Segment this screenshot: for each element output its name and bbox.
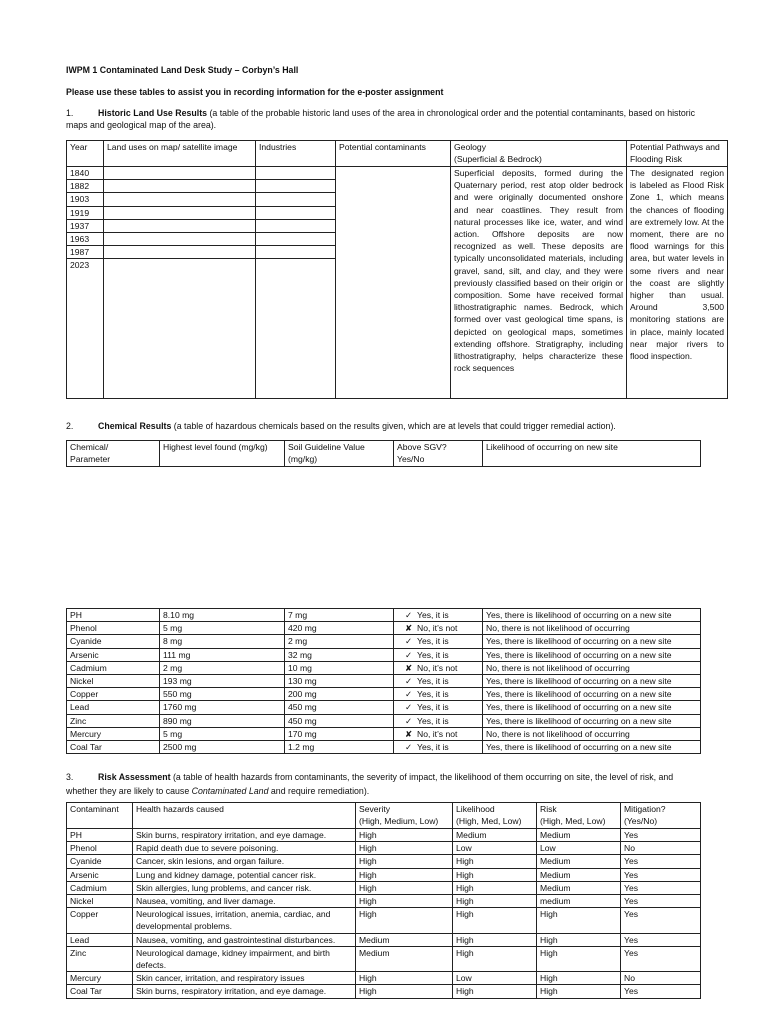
check-icon: ✓ — [405, 689, 413, 700]
soil-guideline-cell: 1.2 mg — [285, 741, 394, 754]
section2-heading: Chemical Results — [98, 421, 172, 431]
likelihood-cell: Yes, there is likelihood of occurring on a new site — [483, 741, 701, 754]
year-cell: 1882 — [67, 180, 103, 193]
above-sgv-text: Yes, it is — [417, 715, 449, 726]
year-list — [67, 167, 104, 399]
chemical-cell: Nickel — [67, 675, 160, 688]
risk-cell: Medium — [537, 868, 621, 881]
column-header: Severity (High, Medium, Low) — [356, 803, 453, 829]
above-sgv-text: Yes, it is — [417, 676, 449, 687]
soil-guideline-cell: 10 mg — [285, 661, 394, 674]
section2-number: 2. — [66, 421, 74, 431]
table-row — [67, 741, 701, 754]
highest-level-cell: 890 mg — [160, 714, 285, 727]
likelihood-cell: Yes, there is likelihood of occurring on a new site — [483, 714, 701, 727]
year-cell: 1937 — [67, 220, 103, 233]
chemical-cell: Lead — [67, 701, 160, 714]
column-header: Health hazards caused — [133, 803, 356, 829]
severity-cell: High — [356, 855, 453, 868]
year-cell: 2023 — [70, 260, 90, 271]
section1-intro — [66, 108, 706, 131]
mitigation-cell: Yes — [621, 985, 701, 998]
above-sgv-text: Yes, it is — [417, 742, 449, 753]
above-sgv-cell — [394, 688, 483, 701]
chemical-cell: Phenol — [67, 622, 160, 635]
risk-cell: medium — [537, 895, 621, 908]
contaminant-cell: Phenol — [67, 842, 133, 855]
potential-contaminants-cell — [336, 167, 451, 399]
column-header: Industries — [256, 141, 336, 167]
table-row — [67, 842, 701, 855]
chemical-results-table — [66, 608, 701, 754]
soil-guideline-cell: 450 mg — [285, 701, 394, 714]
likelihood-cell: No, there is not likelihood of occurring — [483, 727, 701, 740]
likelihood-cell: Low — [453, 842, 537, 855]
mitigation-cell: Yes — [621, 881, 701, 894]
above-sgv-text: Yes, it is — [417, 636, 449, 647]
risk-cell: High — [537, 933, 621, 946]
section3-description-emphasis: Contaminated Land — [191, 786, 269, 796]
chemical-cell: Coal Tar — [67, 741, 160, 754]
column-header: Likelihood (High, Med, Low) — [453, 803, 537, 829]
table-row — [67, 933, 701, 946]
highest-level-cell: 8.10 mg — [160, 609, 285, 622]
contaminant-cell: Cadmium — [67, 881, 133, 894]
column-header: Soil Guideline Value (mg/kg) — [285, 441, 394, 467]
above-sgv-cell — [394, 648, 483, 661]
likelihood-cell: High — [453, 881, 537, 894]
soil-guideline-cell: 2 mg — [285, 635, 394, 648]
table-row — [67, 635, 701, 648]
column-header: Year — [67, 141, 104, 167]
contaminant-cell: Lead — [67, 933, 133, 946]
soil-guideline-cell: 32 mg — [285, 648, 394, 661]
health-hazard-cell: Skin burns, respiratory irritation, and eye damage. — [133, 829, 356, 842]
chemical-cell: Arsenic — [67, 648, 160, 661]
table-body-row — [67, 167, 728, 399]
section1-description: (a table of the probable historic land uses of the area in chronological order and the potential contaminants, based on historic maps and geological map of the area). — [66, 108, 696, 130]
severity-cell: Medium — [356, 933, 453, 946]
table-row — [67, 908, 701, 933]
section3-description: (a table of health hazards from contaminants, the severity of impact, the likelihood of them occurring on site, the level of risk, and whether they are likely to cause — [66, 772, 674, 796]
geology-cell: Superficial deposits, formed during the Quaternary period, rest atop older bedrock and were originally documented onshore and near coastlines. They result from natural processes like ice, water, and wind action. Offshore deposits are now recognized as well. These deposits are typically unconsolidated materials, including gravel, sand, silt, and clay, and they were previously classified based on their origin or composition. Some have received formal lithostratigraphic names. Bedrock, which formed over vast geological time spans, is depicted on geological maps, sometimes extending offshore. Stratigraphy, including lithostratigraphy, helps characterize these rock sequences — [451, 167, 627, 399]
contaminant-cell: Coal Tar — [67, 985, 133, 998]
above-sgv-cell — [394, 741, 483, 754]
above-sgv-text: No, it’s not — [417, 728, 458, 739]
check-icon: ✓ — [405, 636, 413, 647]
document-subtitle: Please use these tables to assist you in recording information for the e-poster assignment — [66, 87, 444, 97]
cross-icon: ✘ — [405, 728, 413, 739]
health-hazard-cell: Neurological issues, irritation, anemia, cardiac, and developmental problems. — [133, 908, 356, 933]
health-hazard-cell: Lung and kidney damage, potential cancer risk. — [133, 868, 356, 881]
column-header: Potential contaminants — [336, 141, 451, 167]
check-icon: ✓ — [405, 702, 413, 713]
highest-level-cell: 2500 mg — [160, 741, 285, 754]
chemical-header-table — [66, 440, 701, 467]
health-hazard-cell: Neurological damage, kidney impairment, and birth defects. — [133, 946, 356, 971]
likelihood-cell: No, there is not likelihood of occurring — [483, 622, 701, 635]
column-header: Highest level found (mg/kg) — [160, 441, 285, 467]
above-sgv-cell — [394, 714, 483, 727]
highest-level-cell: 111 mg — [160, 648, 285, 661]
severity-cell: High — [356, 985, 453, 998]
above-sgv-text: Yes, it is — [417, 702, 449, 713]
year-cell: 1987 — [67, 246, 103, 259]
mitigation-cell: No — [621, 842, 701, 855]
likelihood-cell: Medium — [453, 829, 537, 842]
check-icon: ✓ — [405, 742, 413, 753]
risk-cell: Low — [537, 842, 621, 855]
likelihood-cell: High — [453, 895, 537, 908]
contaminant-cell: PH — [67, 829, 133, 842]
likelihood-cell: Yes, there is likelihood of occurring on a new site — [483, 609, 701, 622]
table-row — [67, 688, 701, 701]
table-header-row — [67, 803, 701, 829]
risk-cell: High — [537, 908, 621, 933]
severity-cell: High — [356, 895, 453, 908]
soil-guideline-cell: 450 mg — [285, 714, 394, 727]
risk-cell: High — [537, 972, 621, 985]
section3-heading: Risk Assessment — [98, 772, 171, 782]
likelihood-cell: High — [453, 868, 537, 881]
risk-cell: Medium — [537, 855, 621, 868]
column-header: Geology (Superficial & Bedrock) — [451, 141, 627, 167]
industries-cells — [256, 167, 336, 399]
flooding-risk-cell: The designated region is labeled as Flood Risk Zone 1, which means the chances of flooding are extremely low. At the moment, there are no flood warnings for this area, but water levels in some rivers and near the coast are slightly higher than usual. Around 3,500 monitoring stations are in place, mainly located near major rivers to flood inspection. — [627, 167, 728, 399]
above-sgv-text: Yes, it is — [417, 610, 449, 620]
chemical-cell: Cadmium — [67, 661, 160, 674]
mitigation-cell: Yes — [621, 946, 701, 971]
contaminant-cell: Zinc — [67, 946, 133, 971]
column-header: Mitigation? (Yes/No) — [621, 803, 701, 829]
above-sgv-cell — [394, 635, 483, 648]
risk-cell: High — [537, 946, 621, 971]
likelihood-cell: High — [453, 855, 537, 868]
chemical-cell: Copper — [67, 688, 160, 701]
soil-guideline-cell: 200 mg — [285, 688, 394, 701]
mitigation-cell: Yes — [621, 855, 701, 868]
highest-level-cell: 5 mg — [160, 622, 285, 635]
soil-guideline-cell: 170 mg — [285, 727, 394, 740]
chemical-cell: Cyanide — [67, 635, 160, 648]
health-hazard-cell: Skin burns, respiratory irritation, and eye damage. — [133, 985, 356, 998]
year-cell: 1919 — [67, 207, 103, 220]
risk-cell: Medium — [537, 829, 621, 842]
contaminant-cell: Nickel — [67, 895, 133, 908]
mitigation-cell: Yes — [621, 829, 701, 842]
table-row — [67, 727, 701, 740]
likelihood-cell: No, there is not likelihood of occurring — [483, 661, 701, 674]
contaminant-cell: Cyanide — [67, 855, 133, 868]
above-sgv-cell — [394, 661, 483, 674]
mitigation-cell: Yes — [621, 933, 701, 946]
table-row — [67, 701, 701, 714]
check-icon: ✓ — [405, 649, 413, 660]
land-use-cells — [104, 167, 256, 399]
risk-cell: Medium — [537, 881, 621, 894]
section2-intro — [66, 421, 706, 433]
check-icon: ✓ — [405, 715, 413, 726]
chemical-cell: PH — [67, 609, 160, 622]
above-sgv-cell — [394, 727, 483, 740]
column-header: Risk (High, Med, Low) — [537, 803, 621, 829]
table-row — [67, 661, 701, 674]
column-header: Land uses on map/ satellite image — [104, 141, 256, 167]
table-row — [67, 714, 701, 727]
year-cell: 1840 — [67, 167, 103, 180]
severity-cell: High — [356, 842, 453, 855]
table-row — [67, 868, 701, 881]
table-row — [67, 855, 701, 868]
likelihood-cell: High — [453, 985, 537, 998]
soil-guideline-cell: 130 mg — [285, 675, 394, 688]
risk-cell: High — [537, 985, 621, 998]
table-header-row — [67, 141, 728, 167]
historic-land-use-table — [66, 140, 728, 399]
section3-intro — [66, 770, 706, 798]
mitigation-cell: Yes — [621, 868, 701, 881]
likelihood-cell: Yes, there is likelihood of occurring on a new site — [483, 648, 701, 661]
section3-number: 3. — [66, 772, 74, 782]
above-sgv-cell — [394, 622, 483, 635]
above-sgv-cell — [394, 701, 483, 714]
cross-icon: ✘ — [405, 662, 413, 673]
health-hazard-cell: Nausea, vomiting, and liver damage. — [133, 895, 356, 908]
contaminant-cell: Arsenic — [67, 868, 133, 881]
table-row — [67, 985, 701, 998]
likelihood-cell: High — [453, 933, 537, 946]
column-header: Contaminant — [67, 803, 133, 829]
above-sgv-text: Yes, it is — [417, 649, 449, 660]
soil-guideline-cell: 420 mg — [285, 622, 394, 635]
table-row — [67, 648, 701, 661]
section1-number: 1. — [66, 108, 74, 118]
document-title: IWPM 1 Contaminated Land Desk Study – Corbyn’s Hall — [66, 65, 299, 75]
mitigation-cell: Yes — [621, 895, 701, 908]
section1-heading: Historic Land Use Results — [98, 108, 208, 118]
above-sgv-text: No, it’s not — [417, 623, 458, 634]
table-row — [67, 675, 701, 688]
chemical-cell: Zinc — [67, 714, 160, 727]
highest-level-cell: 1760 mg — [160, 701, 285, 714]
table-header-row — [67, 441, 701, 467]
table-row — [67, 609, 701, 622]
column-header: Potential Pathways and Flooding Risk — [627, 141, 728, 167]
section3-description-end: and require remediation). — [268, 786, 370, 796]
check-icon: ✓ — [405, 610, 413, 620]
column-header: Above SGV? Yes/No — [394, 441, 483, 467]
health-hazard-cell: Rapid death due to severe poisoning. — [133, 842, 356, 855]
highest-level-cell: 550 mg — [160, 688, 285, 701]
severity-cell: High — [356, 972, 453, 985]
risk-assessment-table — [66, 802, 701, 999]
health-hazard-cell: Skin allergies, lung problems, and cancer risk. — [133, 881, 356, 894]
section2-description: (a table of hazardous chemicals based on the results given, which are at levels that could trigger remedial action). — [171, 421, 616, 431]
severity-cell: High — [356, 868, 453, 881]
contaminant-cell: Copper — [67, 908, 133, 933]
likelihood-cell: High — [453, 946, 537, 971]
above-sgv-cell — [394, 675, 483, 688]
column-header: Chemical/ Parameter — [67, 441, 160, 467]
table-row — [67, 829, 701, 842]
cross-icon: ✘ — [405, 623, 413, 634]
health-hazard-cell: Nausea, vomiting, and gastrointestinal disturbances. — [133, 933, 356, 946]
severity-cell: Medium — [356, 946, 453, 971]
highest-level-cell: 193 mg — [160, 675, 285, 688]
likelihood-cell: Yes, there is likelihood of occurring on a new site — [483, 675, 701, 688]
year-cell: 1903 — [67, 193, 103, 206]
table-row — [67, 946, 701, 971]
mitigation-cell: No — [621, 972, 701, 985]
health-hazard-cell: Skin cancer, irritation, and respiratory issues — [133, 972, 356, 985]
table-row — [67, 895, 701, 908]
likelihood-cell: High — [453, 908, 537, 933]
check-icon: ✓ — [405, 676, 413, 687]
table-row — [67, 881, 701, 894]
year-cell: 1963 — [67, 233, 103, 246]
soil-guideline-cell: 7 mg — [285, 609, 394, 622]
contaminant-cell: Mercury — [67, 972, 133, 985]
severity-cell: High — [356, 908, 453, 933]
highest-level-cell: 8 mg — [160, 635, 285, 648]
column-header: Likelihood of occurring on new site — [483, 441, 701, 467]
severity-cell: High — [356, 829, 453, 842]
above-sgv-text: Yes, it is — [417, 689, 449, 700]
likelihood-cell: Yes, there is likelihood of occurring on a new site — [483, 701, 701, 714]
table-row — [67, 972, 701, 985]
highest-level-cell: 5 mg — [160, 727, 285, 740]
highest-level-cell: 2 mg — [160, 661, 285, 674]
above-sgv-cell — [394, 609, 483, 622]
severity-cell: High — [356, 881, 453, 894]
likelihood-cell: Yes, there is likelihood of occurring on a new site — [483, 688, 701, 701]
health-hazard-cell: Cancer, skin lesions, and organ failure. — [133, 855, 356, 868]
mitigation-cell: Yes — [621, 908, 701, 933]
chemical-cell: Mercury — [67, 727, 160, 740]
above-sgv-text: No, it’s not — [417, 662, 458, 673]
table-row — [67, 622, 701, 635]
likelihood-cell: Low — [453, 972, 537, 985]
likelihood-cell: Yes, there is likelihood of occurring on a new site — [483, 635, 701, 648]
